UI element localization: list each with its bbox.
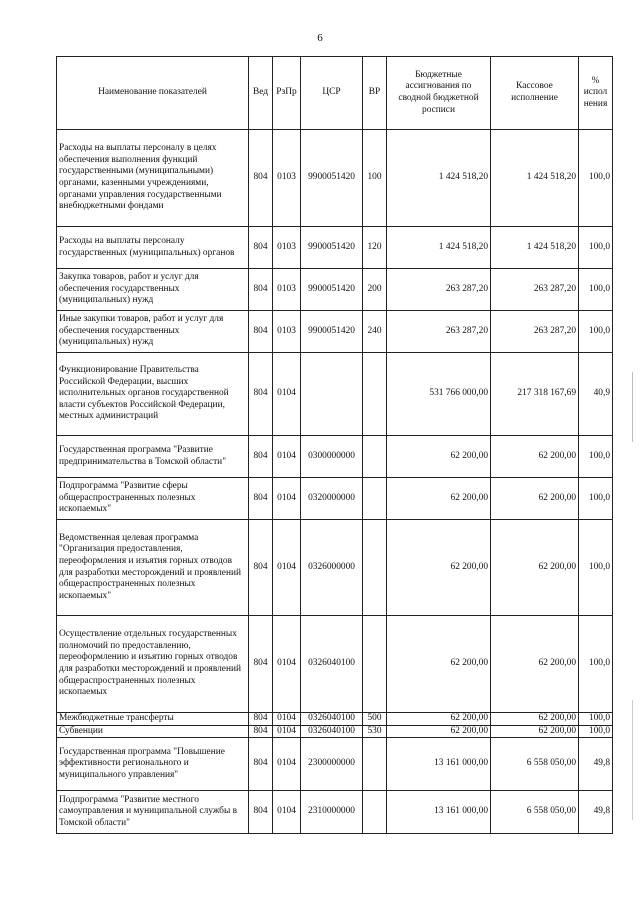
row-budget: 531 766 000,00	[387, 353, 491, 436]
row-vr: 500	[363, 713, 387, 726]
table-row	[57, 478, 613, 520]
row-cash: 217 318 167,69	[491, 353, 579, 436]
row-cash: 62 200,00	[491, 478, 579, 520]
table-row	[57, 227, 613, 269]
row-ved: 804	[249, 227, 273, 269]
row-vr: 240	[363, 311, 387, 353]
row-cash: 263 287,20	[491, 269, 579, 311]
row-vr	[363, 353, 387, 436]
row-budget: 263 287,20	[387, 269, 491, 311]
row-csr: 0326040100	[301, 725, 363, 738]
row-pct: 100,0	[579, 725, 613, 738]
row-rzpr: 0104	[273, 713, 301, 726]
row-cash: 62 200,00	[491, 713, 579, 726]
row-cash: 1 424 518,20	[491, 130, 579, 227]
table-row	[57, 616, 613, 713]
row-pct: 100,0	[579, 713, 613, 726]
row-name: Расходы на выплаты персоналу государственных (муниципальных) органов	[57, 227, 249, 269]
row-ved: 804	[249, 738, 273, 791]
row-budget: 62 200,00	[387, 520, 491, 616]
row-vr: 530	[363, 725, 387, 738]
row-rzpr: 0104	[273, 436, 301, 478]
row-csr: 0300000000	[301, 436, 363, 478]
row-ved: 804	[249, 353, 273, 436]
row-budget: 1 424 518,20	[387, 130, 491, 227]
row-ved: 804	[249, 616, 273, 713]
row-pct: 100,0	[579, 269, 613, 311]
row-cash: 6 558 050,00	[491, 791, 579, 834]
row-vr	[363, 478, 387, 520]
row-budget: 13 161 000,00	[387, 738, 491, 791]
page-number: 6	[317, 32, 323, 44]
row-csr: 2300000000	[301, 738, 363, 791]
table-row	[57, 725, 613, 738]
row-ved: 804	[249, 311, 273, 353]
row-vr: 120	[363, 227, 387, 269]
row-csr: 0326000000	[301, 520, 363, 616]
table-row	[57, 713, 613, 726]
header-rzpr: РзПр	[273, 57, 301, 130]
table-header-row	[57, 57, 613, 130]
row-pct: 100,0	[579, 436, 613, 478]
row-ved: 804	[249, 791, 273, 834]
table-row	[57, 353, 613, 436]
row-budget: 1 424 518,20	[387, 227, 491, 269]
row-vr: 100	[363, 130, 387, 227]
row-csr: 2310000000	[301, 791, 363, 834]
row-name: Ведомственная целевая программа "Организация предоставления, переоформления и изъятия горных отводов для разработки месторождений и проявлений общераспространенных полезных ископаемых"	[57, 520, 249, 616]
row-budget: 62 200,00	[387, 478, 491, 520]
header-name: Наименование показателей	[57, 57, 249, 130]
scan-edge-mark	[632, 372, 633, 442]
row-pct: 100,0	[579, 311, 613, 353]
row-budget: 62 200,00	[387, 436, 491, 478]
header-budget: Бюджетные ассигнования по сводной бюджетной росписи	[387, 57, 491, 130]
row-cash: 62 200,00	[491, 725, 579, 738]
row-csr: 9900051420	[301, 311, 363, 353]
row-budget: 263 287,20	[387, 311, 491, 353]
row-cash: 62 200,00	[491, 436, 579, 478]
row-name: Подпрограмма "Развитие сферы общераспространенных полезных ископаемых"	[57, 478, 249, 520]
row-name: Функционирование Правительства Российской Федерации, высших исполнительных органов государственной власти субъектов Российской Федерации, местных администраций	[57, 353, 249, 436]
table-row	[57, 311, 613, 353]
row-ved: 804	[249, 269, 273, 311]
table-row	[57, 269, 613, 311]
row-ved: 804	[249, 520, 273, 616]
row-ved: 804	[249, 713, 273, 726]
row-ved: 804	[249, 478, 273, 520]
row-rzpr: 0104	[273, 616, 301, 713]
row-cash: 62 200,00	[491, 616, 579, 713]
row-csr: 0320000000	[301, 478, 363, 520]
row-name: Закупка товаров, работ и услуг для обеспечения государственных (муниципальных) нужд	[57, 269, 249, 311]
row-csr: 0326040100	[301, 713, 363, 726]
row-pct: 100,0	[579, 478, 613, 520]
row-cash: 263 287,20	[491, 311, 579, 353]
header-pct: % испол нения	[579, 57, 613, 130]
table-row	[57, 436, 613, 478]
row-rzpr: 0104	[273, 738, 301, 791]
row-budget: 62 200,00	[387, 616, 491, 713]
row-csr	[301, 353, 363, 436]
row-budget: 62 200,00	[387, 713, 491, 726]
row-pct: 40,9	[579, 353, 613, 436]
row-pct: 100,0	[579, 520, 613, 616]
table-row	[57, 791, 613, 834]
row-ved: 804	[249, 130, 273, 227]
row-csr: 9900051420	[301, 227, 363, 269]
row-budget: 13 161 000,00	[387, 791, 491, 834]
table-row	[57, 520, 613, 616]
row-name: Осуществление отдельных государственных полномочий по предоставлению, переоформлению и изъятию горных отводов для разработки месторождений и проявлений общераспространенных полезных ископаемых	[57, 616, 249, 713]
row-name: Государственная программа "Развитие предпринимательства в Томской области"	[57, 436, 249, 478]
table-row	[57, 130, 613, 227]
row-rzpr: 0103	[273, 311, 301, 353]
row-rzpr: 0104	[273, 791, 301, 834]
row-ved: 804	[249, 436, 273, 478]
row-name: Межбюджетные трансферты	[57, 713, 249, 726]
row-name: Субвенции	[57, 725, 249, 738]
row-name: Государственная программа "Повышение эффективности регионального и муниципального управления"	[57, 738, 249, 791]
row-rzpr: 0104	[273, 478, 301, 520]
row-csr: 0326040100	[301, 616, 363, 713]
row-rzpr: 0103	[273, 269, 301, 311]
row-name: Подпрограмма "Развитие местного самоуправления и муниципальной службы в Томской области"	[57, 791, 249, 834]
row-name: Расходы на выплаты персоналу в целях обеспечения выполнения функций государственными (муниципальными) органами, казенными учреждениями, органами управления государственными внебюджетными фондами	[57, 130, 249, 227]
row-vr	[363, 520, 387, 616]
row-pct: 100,0	[579, 227, 613, 269]
row-pct: 100,0	[579, 130, 613, 227]
row-name: Иные закупки товаров, работ и услуг для обеспечения государственных (муниципальных) нужд	[57, 311, 249, 353]
row-pct: 49,8	[579, 791, 613, 834]
row-vr	[363, 616, 387, 713]
scan-edge-mark	[632, 700, 633, 820]
row-cash: 1 424 518,20	[491, 227, 579, 269]
row-rzpr: 0104	[273, 353, 301, 436]
row-csr: 9900051420	[301, 130, 363, 227]
row-rzpr: 0104	[273, 520, 301, 616]
header-csr: ЦСР	[301, 57, 363, 130]
row-rzpr: 0103	[273, 130, 301, 227]
row-cash: 62 200,00	[491, 520, 579, 616]
header-ved: Вед	[249, 57, 273, 130]
row-vr	[363, 738, 387, 791]
budget-execution-table	[56, 56, 613, 834]
row-budget: 62 200,00	[387, 725, 491, 738]
row-ved: 804	[249, 725, 273, 738]
row-vr: 200	[363, 269, 387, 311]
row-pct: 49,8	[579, 738, 613, 791]
header-vr: ВР	[363, 57, 387, 130]
table-row	[57, 738, 613, 791]
row-csr: 9900051420	[301, 269, 363, 311]
row-vr	[363, 791, 387, 834]
row-pct: 100,0	[579, 616, 613, 713]
row-rzpr: 0103	[273, 227, 301, 269]
row-rzpr: 0104	[273, 725, 301, 738]
row-cash: 6 558 050,00	[491, 738, 579, 791]
row-vr	[363, 436, 387, 478]
header-cash: Кассовое исполнение	[491, 57, 579, 130]
